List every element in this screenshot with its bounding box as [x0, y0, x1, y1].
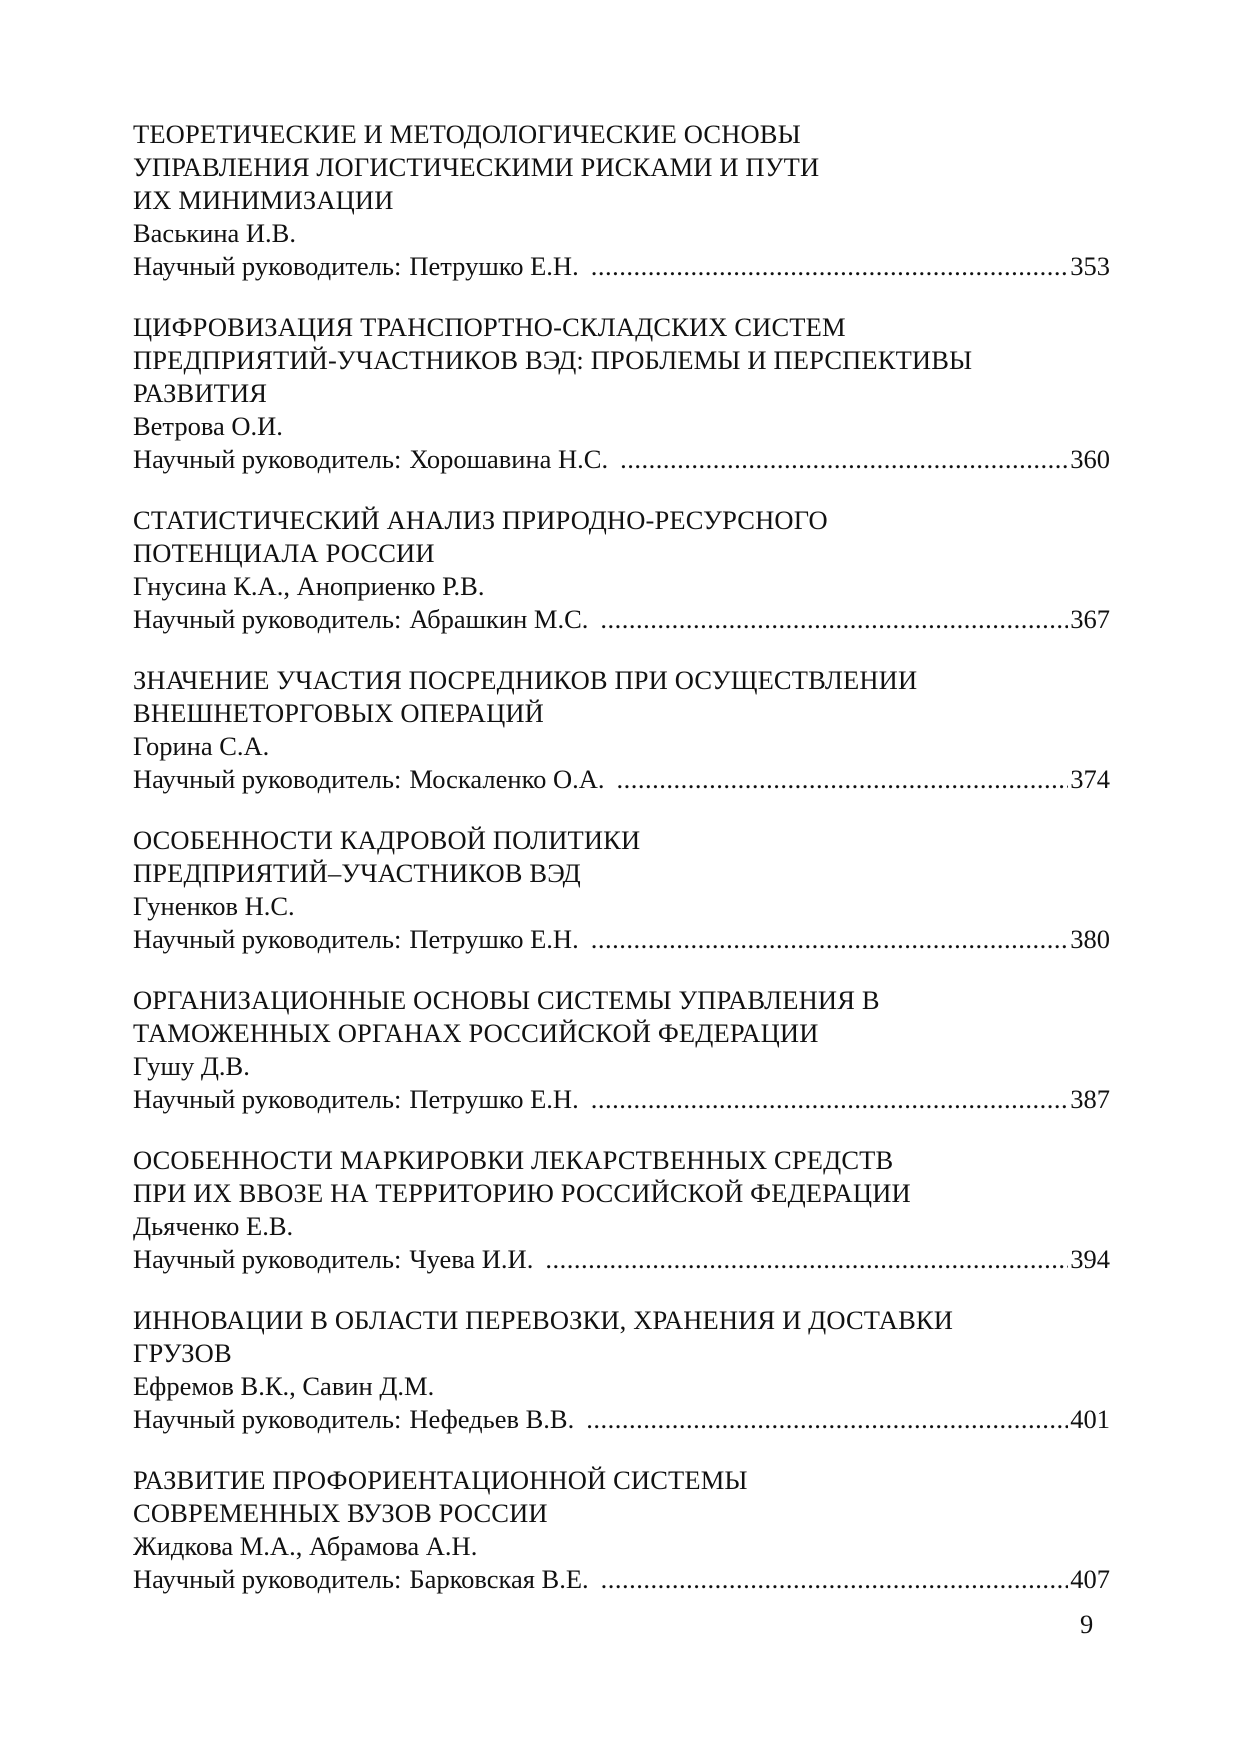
toc-entry — [133, 1304, 1110, 1436]
supervisor-label: Научный руководитель: — [133, 764, 402, 794]
supervisor-name: Петрушко Е.Н. — [409, 1084, 579, 1114]
entry-authors: Ефремов В.К., Савин Д.М. — [133, 1371, 435, 1401]
page-number: 9 — [1080, 1609, 1094, 1639]
entry-title-line: ИХ МИНИМИЗАЦИИ — [133, 185, 394, 215]
entry-authors: Дьяченко Е.В. — [133, 1211, 294, 1241]
entry-title-line: СТАТИСТИЧЕСКИЙ АНАЛИЗ ПРИРОДНО-РЕСУРСНОГО — [133, 505, 828, 535]
entry-title-line: ПОТЕНЦИАЛА РОССИИ — [133, 538, 435, 568]
supervisor-name: Петрушко Е.Н. — [409, 924, 579, 954]
dot-leader — [601, 1563, 1069, 1596]
supervisor-name: Барковская В.Е. — [409, 1564, 589, 1594]
entry-authors: Гнусина К.А., Аноприенко Р.В. — [133, 571, 485, 601]
entry-title-line: ОРГАНИЗАЦИОННЫЕ ОСНОВЫ СИСТЕМЫ УПРАВЛЕНИЯ В — [133, 985, 880, 1015]
entry-title-line: ОСОБЕННОСТИ МАРКИРОВКИ ЛЕКАРСТВЕННЫХ СРЕДСТВ — [133, 1145, 894, 1175]
entry-authors: Жидкова М.А., Абрамова А.Н. — [133, 1531, 478, 1561]
entry-supervisor-line — [133, 923, 1110, 956]
entry-title-line: ТЕОРЕТИЧЕСКИЕ И МЕТОДОЛОГИЧЕСКИЕ ОСНОВЫ — [133, 119, 801, 149]
entry-page-number: 407 — [1070, 1564, 1110, 1594]
entry-title-line: РАЗВИТИЕ ПРОФОРИЕНТАЦИОННОЙ СИСТЕМЫ — [133, 1465, 748, 1495]
entry-authors: Гуненков Н.С. — [133, 891, 295, 921]
supervisor-label: Научный руководитель: — [133, 444, 402, 474]
toc-entry — [133, 824, 1110, 956]
toc-entry — [133, 1144, 1110, 1276]
supervisor-label: Научный руководитель: — [133, 1404, 402, 1434]
table-of-contents — [133, 118, 1110, 1624]
entry-page-number: 367 — [1070, 604, 1110, 634]
supervisor-label: Научный руководитель: — [133, 1244, 402, 1274]
toc-entry — [133, 504, 1110, 636]
dot-leader — [600, 603, 1068, 636]
supervisor-label: Научный руководитель: — [133, 604, 402, 634]
entry-title-line: ТАМОЖЕННЫХ ОРГАНАХ РОССИЙСКОЙ ФЕДЕРАЦИИ — [133, 1018, 819, 1048]
entry-authors: Гушу Д.В. — [133, 1051, 250, 1081]
entry-page-number: 380 — [1070, 924, 1110, 954]
supervisor-name: Петрушко Е.Н. — [409, 251, 579, 281]
supervisor-name: Нефедьев В.В. — [409, 1404, 575, 1434]
entry-page-number: 360 — [1070, 444, 1110, 474]
toc-entry — [133, 664, 1110, 796]
entry-supervisor-line — [133, 1243, 1110, 1276]
entry-title-line: ЗНАЧЕНИЕ УЧАСТИЯ ПОСРЕДНИКОВ ПРИ ОСУЩЕСТВЛЕНИИ — [133, 665, 918, 695]
entry-supervisor-line — [133, 443, 1110, 476]
supervisor-name: Хорошавина Н.С. — [409, 444, 609, 474]
entry-title-line: ГРУЗОВ — [133, 1338, 232, 1368]
entry-title-line: ЦИФРОВИЗАЦИЯ ТРАНСПОРТНО-СКЛАДСКИХ СИСТЕМ — [133, 312, 846, 342]
entry-supervisor-line — [133, 603, 1110, 636]
entry-authors: Горина С.А. — [133, 731, 270, 761]
toc-entry — [133, 311, 1110, 476]
dot-leader — [617, 763, 1069, 796]
entry-title-line: ПРЕДПРИЯТИЙ–УЧАСТНИКОВ ВЭД — [133, 858, 581, 888]
entry-page-number: 353 — [1070, 251, 1110, 281]
entry-supervisor-line — [133, 1083, 1110, 1116]
dot-leader — [591, 923, 1069, 956]
dot-leader — [620, 443, 1068, 476]
supervisor-label: Научный руководитель: — [133, 1084, 402, 1114]
entry-title-line: УПРАВЛЕНИЯ ЛОГИСТИЧЕСКИМИ РИСКАМИ И ПУТИ — [133, 152, 820, 182]
toc-entry — [133, 1464, 1110, 1596]
entry-title-line: ИННОВАЦИИ В ОБЛАСТИ ПЕРЕВОЗКИ, ХРАНЕНИЯ И ДОСТАВКИ — [133, 1305, 954, 1335]
entry-title-line: ПРИ ИХ ВВОЗЕ НА ТЕРРИТОРИЮ РОССИЙСКОЙ ФЕДЕРАЦИИ — [133, 1178, 911, 1208]
dot-leader — [586, 1403, 1068, 1436]
toc-entry — [133, 984, 1110, 1116]
entry-page-number: 387 — [1070, 1084, 1110, 1114]
entry-title-line: ВНЕШНЕТОРГОВЫХ ОПЕРАЦИЙ — [133, 698, 544, 728]
toc-entry — [133, 118, 1110, 283]
entry-supervisor-line — [133, 250, 1110, 283]
entry-authors: Ветрова О.И. — [133, 411, 283, 441]
entry-authors: Васькина И.В. — [133, 218, 296, 248]
entry-supervisor-line — [133, 763, 1110, 796]
supervisor-label: Научный руководитель: — [133, 924, 402, 954]
entry-title-line: СОВРЕМЕННЫХ ВУЗОВ РОССИИ — [133, 1498, 548, 1528]
entry-page-number: 374 — [1070, 764, 1110, 794]
entry-title-line: ОСОБЕННОСТИ КАДРОВОЙ ПОЛИТИКИ — [133, 825, 641, 855]
dot-leader — [545, 1243, 1068, 1276]
entry-page-number: 401 — [1070, 1404, 1110, 1434]
entry-title-line: ПРЕДПРИЯТИЙ-УЧАСТНИКОВ ВЭД: ПРОБЛЕМЫ И ПЕРСПЕКТИВЫ — [133, 345, 973, 375]
supervisor-name: Чуева И.И. — [409, 1244, 534, 1274]
entry-supervisor-line — [133, 1403, 1110, 1436]
supervisor-name: Москаленко О.А. — [409, 764, 605, 794]
entry-title-line: РАЗВИТИЯ — [133, 378, 268, 408]
supervisor-label: Научный руководитель: — [133, 251, 402, 281]
supervisor-name: Абрашкин М.С. — [409, 604, 589, 634]
entry-page-number: 394 — [1070, 1244, 1110, 1274]
dot-leader — [591, 250, 1069, 283]
entry-supervisor-line — [133, 1563, 1110, 1596]
dot-leader — [591, 1083, 1069, 1116]
supervisor-label: Научный руководитель: — [133, 1564, 402, 1594]
